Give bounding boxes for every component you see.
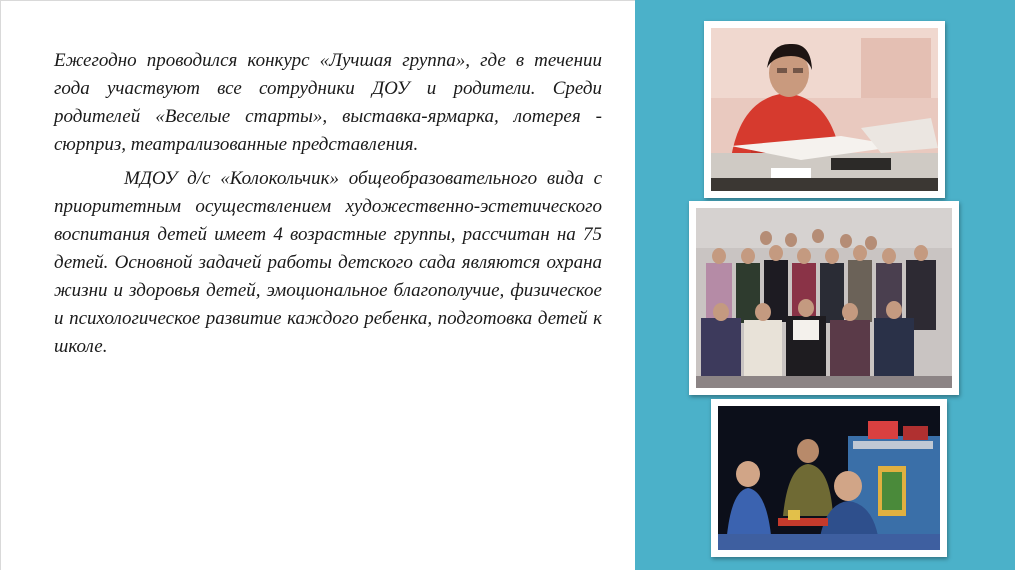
photo-children-playing-image	[718, 406, 940, 550]
photo-staff-group	[689, 201, 959, 395]
photo-staff-group-image	[696, 208, 952, 388]
photo-woman-at-desk	[704, 21, 945, 198]
photo-children-playing	[711, 399, 947, 557]
photo-woman-at-desk-image	[711, 28, 938, 191]
slide-text	[54, 47, 602, 361]
paragraph-kindergarten: МДОУ д/с «Колокольчик» общеобразовательного вида с приоритетным осуществлением художественно-эстетического воспитания детей имеет 4 возрастные группы, рассчитан на 75 детей. Основной задачей работы детского сада являются охрана жизни и здоровья детей, эмоциональное благополучие, физическое и психологическое развитие каждого ребенка, подготовка детей к школе.	[54, 168, 602, 357]
paragraph-contest: Ежегодно проводился конкурс «Лучшая группа», где в течении года участвуют все сотрудники ДОУ и родители. Среди родителей «Веселые старты», выставка-ярмарка, лотерея - сюрприз, театрализованные представления.	[54, 50, 602, 155]
